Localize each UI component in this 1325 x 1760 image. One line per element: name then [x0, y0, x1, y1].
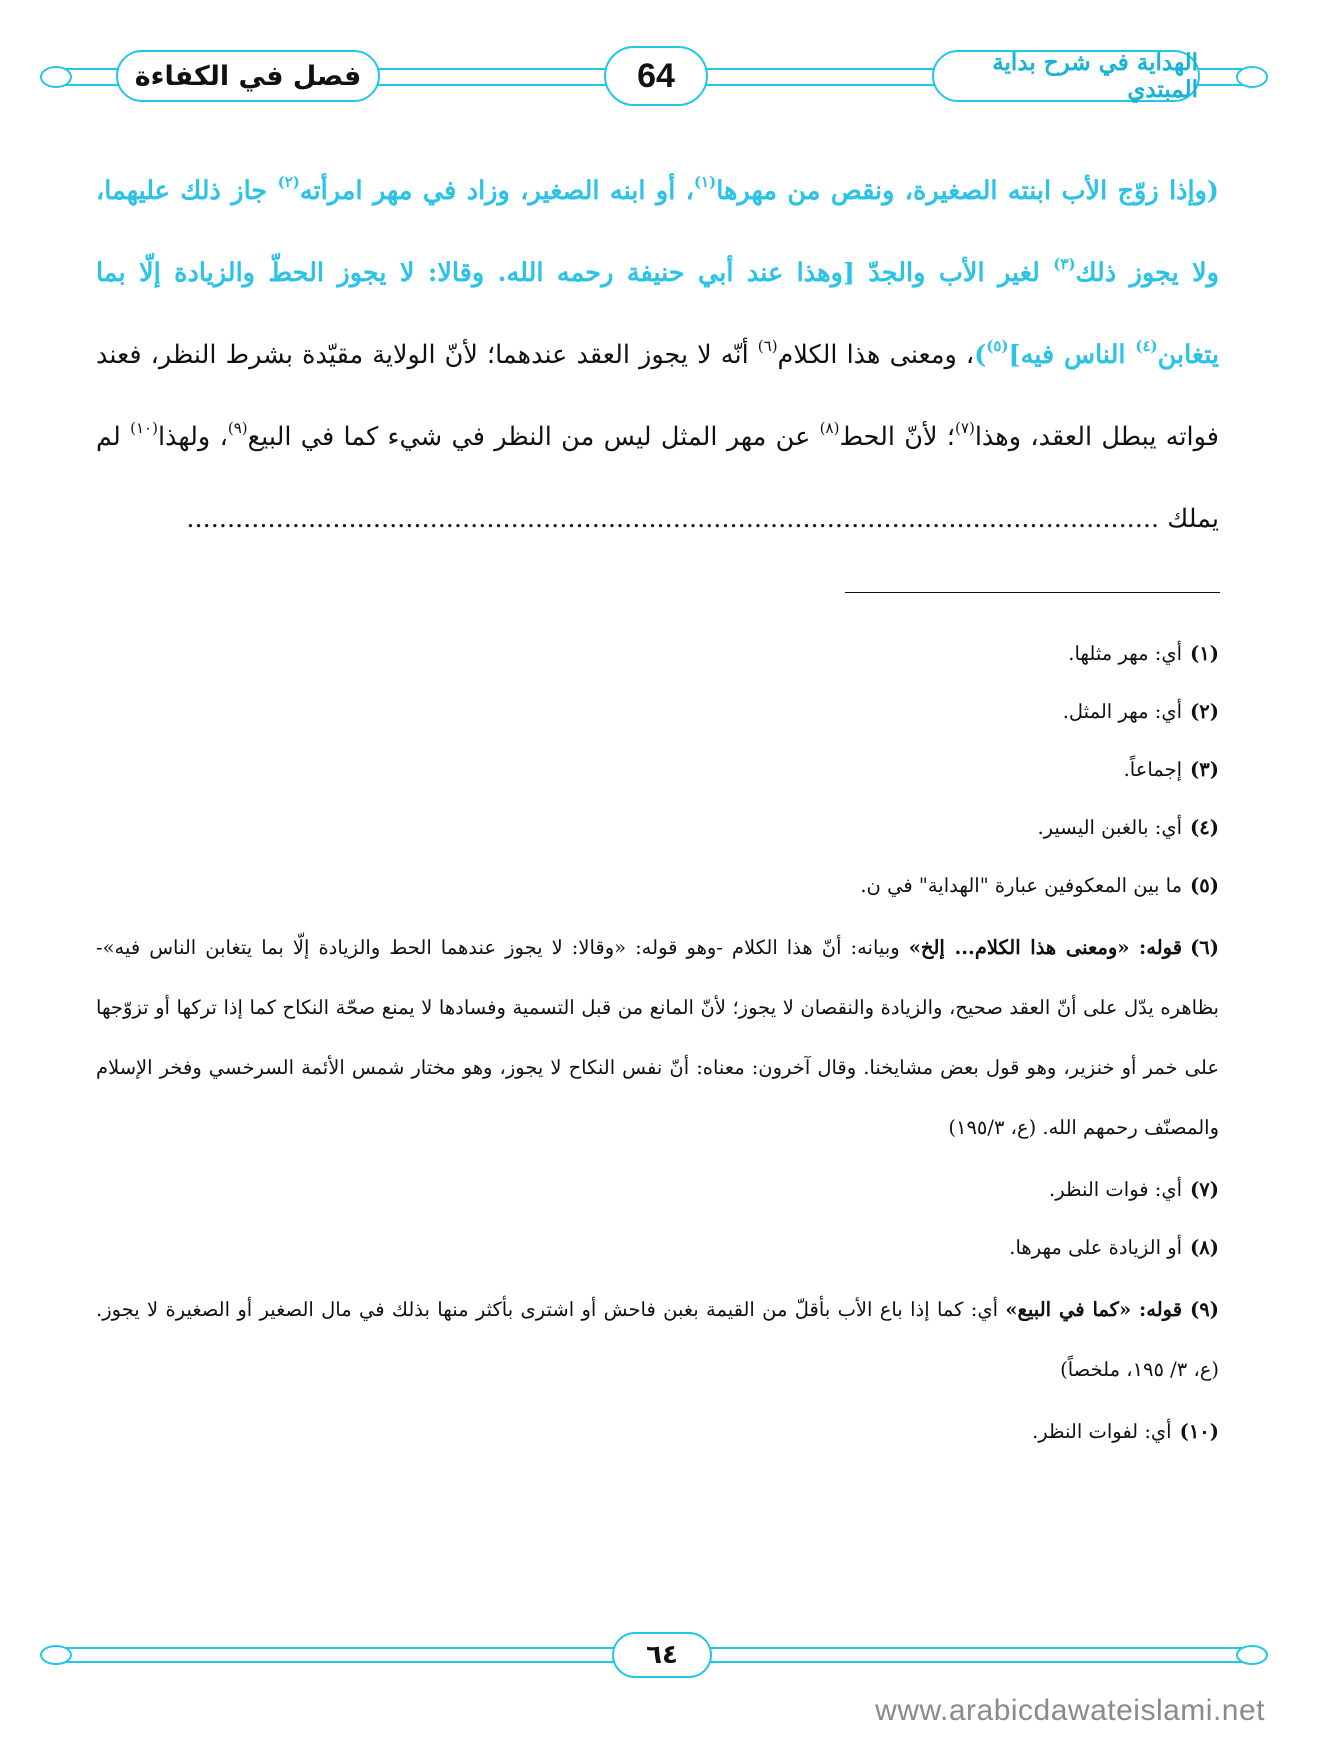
footnote-text: أي: مهر المثل.	[1062, 700, 1183, 723]
footnote-2	[96, 686, 1219, 738]
header-ornament-right	[1236, 66, 1268, 88]
book-title: الهداية في شرح بداية المبتدي	[992, 49, 1198, 103]
footnote-4	[96, 802, 1219, 854]
footnote-10	[96, 1406, 1219, 1458]
footnote-ref-9: (٩)	[227, 419, 248, 437]
footnote-ref-10: (١٠)	[130, 419, 158, 437]
sharh-text: أنّه لا يجوز العقد عندهما؛ لأنّ الولاية مقيّدة بشرط النظر، فعند فواته يبطل العقد، وهذا	[96, 340, 1219, 452]
matn-text: ، أو ابنه الصغير، وزاد في مهر امرأته	[299, 176, 694, 206]
footnote-text: أي: فوات النظر.	[1049, 1178, 1183, 1201]
footnote-text: إجماعاً.	[1123, 758, 1183, 781]
footnote-ref-4: (٤)	[1135, 337, 1158, 355]
footnote-1	[96, 628, 1219, 680]
footnote-ref-3: (٣)	[1053, 255, 1076, 273]
footnote-lemma: قوله: «ومعنى هذا الكلام... إلخ»	[908, 936, 1183, 959]
page-number-frame	[604, 46, 708, 106]
sharh-text: ، ولهذا	[157, 422, 228, 452]
footnote-text: أي: مهر مثلها.	[1068, 642, 1183, 665]
footer-page-number: ٦٤	[646, 1640, 678, 1670]
main-text	[96, 150, 1219, 560]
matn-text: لغير الأب والجدّ [وهذا عند أبي حنيفة رحمه الله. وقالا: لا يجوز الحطّ والزيادة إلّا بما يتغابن	[96, 258, 1219, 370]
footnote-number: (٨)	[1190, 1236, 1219, 1259]
footnote-text: وبيانه: أنّ هذا الكلام -وهو قوله: «وقالا: لا يجوز عندهما الحط والزيادة إلّا بما يتغابن الناس فيه»- بظاهره يدّل على أنّ العقد صحيح، والزيادة والنقصان لا يجوز؛ لأنّ المانع من قبل التسمية وفسادها لا يمنع صحّة النكاح كما إذا تركها أو تزوّجها على خمر أو خنزير، وهو قول بعض مشايخنا. وقال آخرون: معناه: أنّ نفس النكاح لا يجوز، وهو مختار شمس الأئمة السرخسي وفخر الإسلام والمصنّف رحمهم الله. (ع، ١٩٥/٣)	[96, 936, 1219, 1139]
footnote-number: (١٠)	[1179, 1420, 1219, 1443]
footnote-text: ما بين المعكوفين عبارة "الهداية" في ن.	[860, 874, 1183, 897]
header-ornament-left	[40, 66, 72, 88]
footnote-number: (٤)	[1190, 816, 1219, 839]
footnote-3	[96, 744, 1219, 796]
footnote-text: أي: كما إذا باع الأب بأقلّ من القيمة بغبن فاحش أو اشترى بأكثر منها بذلك في مال الصغير أو الصغيرة لا يجوز. (ع، ٣/ ١٩٥، ملخصاً)	[96, 1298, 1219, 1381]
footnote-number: (٢)	[1190, 700, 1219, 723]
matn-text: (وإذا زوّج الأب ابنته الصغيرة، ونقص من مهرها	[716, 176, 1219, 206]
footer-ornament-left	[40, 1645, 72, 1665]
footnote-5	[96, 860, 1219, 912]
footnote-6	[96, 918, 1219, 1158]
sharh-text: ؛ لأنّ الحط	[839, 422, 956, 452]
chapter-title-frame	[116, 50, 380, 102]
footnote-9	[96, 1280, 1219, 1400]
footnote-number: (٩)	[1190, 1298, 1219, 1321]
page-number: 64	[637, 56, 675, 95]
footnote-number: (٣)	[1190, 758, 1219, 781]
footnote-ref-5: (٥)	[986, 337, 1009, 355]
footnote-text: أي: لفوات النظر.	[1032, 1420, 1172, 1443]
matn-text: )	[974, 340, 987, 370]
footnote-text: أي: بالغبن اليسير.	[1037, 816, 1183, 839]
footnote-ref-2: (٢)	[277, 173, 300, 191]
footer-ornament-right	[1236, 1645, 1268, 1665]
footnote-separator	[845, 592, 1220, 593]
footnote-ref-6: (٦)	[757, 337, 778, 355]
footer-page-number-frame	[612, 1632, 712, 1678]
matn-text: الناس فيه]	[1008, 340, 1136, 370]
footnote-number: (١)	[1190, 642, 1219, 665]
matn-text: جاز ذلك عليهما، ولا يجوز ذلك	[96, 176, 1219, 288]
footnote-ref-8: (٨)	[819, 419, 840, 437]
footnote-ref-7: (٧)	[955, 419, 975, 437]
footnote-lemma: قوله: «كما في البيع»	[1005, 1298, 1183, 1321]
sharh-text: لم يملك	[96, 422, 1219, 534]
footnote-7	[96, 1164, 1219, 1216]
sharh-text: ، ومعنى هذا الكلام	[777, 340, 975, 370]
main-paragraph	[96, 150, 1219, 560]
footnote-number: (٦)	[1190, 936, 1220, 959]
footnote-number: (٥)	[1190, 874, 1219, 897]
footnote-8	[96, 1222, 1219, 1274]
book-title-frame	[932, 50, 1200, 102]
footnotes	[96, 628, 1219, 1464]
footnote-number: (٧)	[1190, 1178, 1219, 1201]
continuation-dots: ........................................................................................................................	[186, 504, 1160, 534]
footnote-text: أو الزيادة على مهرها.	[1009, 1236, 1183, 1259]
chapter-title: فصل في الكفاءة	[134, 60, 362, 92]
sharh-text: عن مهر المثل ليس من النظر في شيء كما في البيع	[247, 422, 820, 452]
website-url: www.arabicdawateislami.net	[875, 1694, 1265, 1727]
footnote-ref-1: (١)	[693, 173, 717, 191]
